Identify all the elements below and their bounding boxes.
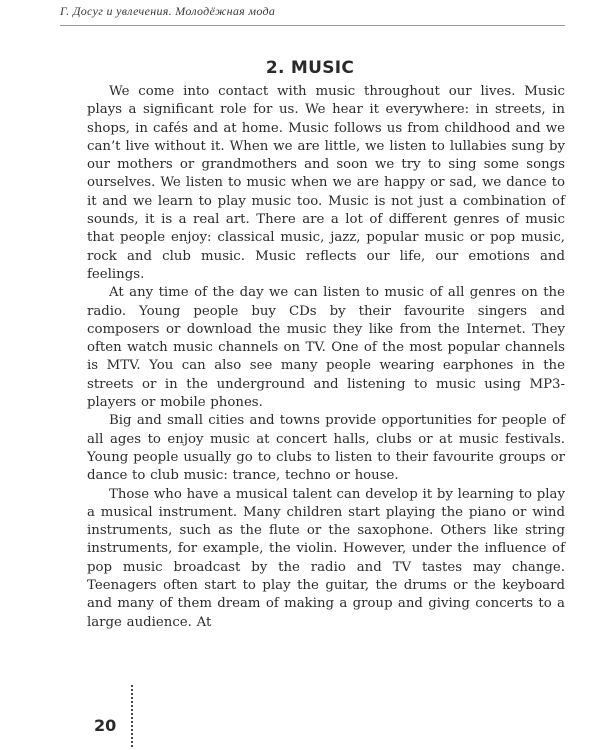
paragraph-2: At any time of the day we can listen to music of all genres on the radio. Young people buy CDs by their favourite singers and composers or download the music they like from the Internet. They often watch music channels on TV. One of the most popular channels is MTV. You can also see many people wearing earphones in the streets or in the underground and listening to music using MP3-players or mobile phones. <box>87 285 565 411</box>
section-title: 2. MUSIC <box>265 58 355 78</box>
header-rule <box>60 25 565 26</box>
page-number: 20 <box>94 716 117 735</box>
page-number-divider <box>131 685 133 747</box>
paragraph-4: Those who have a musical talent can develop it by learning to play a musical instrument. Many children start playing the piano or wind instruments, such as the flute or the saxophone. Others like string instruments, for example, the violin. However, under the influence of pop music broadcast by the radio and TV tastes may change. Teenagers often start to play the guitar, the drums or the keyboard and many of them dream of making a group and giving concerts to a large audience. At <box>87 486 565 630</box>
paragraph-1: We come into contact with music throughout our lives. Music plays a significant role for us. We hear it everywhere: in streets, in shops, in cafés and at home. Music follows us from childhood and we can’t live without it. When we are little, we listen to lullabies sung by our mothers or grandmothers and soon we try to sing some songs ourselves. We listen to music when we are happy or sad, we dance to it and we learn to play music too. Music is not just a combination of sounds, it is a real art. There are a lot of different genres of music that people enjoy: classical music, jazz, popular music or pop music, rock and club music. Music reflects our life, our emotions and feelings. <box>87 84 565 282</box>
paragraph-3: Big and small cities and towns provide opportunities for people of all ages to enjoy music at concert halls, clubs or at music festivals. Young people usually go to clubs to listen to their favourite groups or dance to club music: trance, techno or house. <box>87 413 565 484</box>
running-header: Г. Досуг и увлечения. Молодёжная мода <box>60 4 276 18</box>
body-text <box>87 83 565 632</box>
